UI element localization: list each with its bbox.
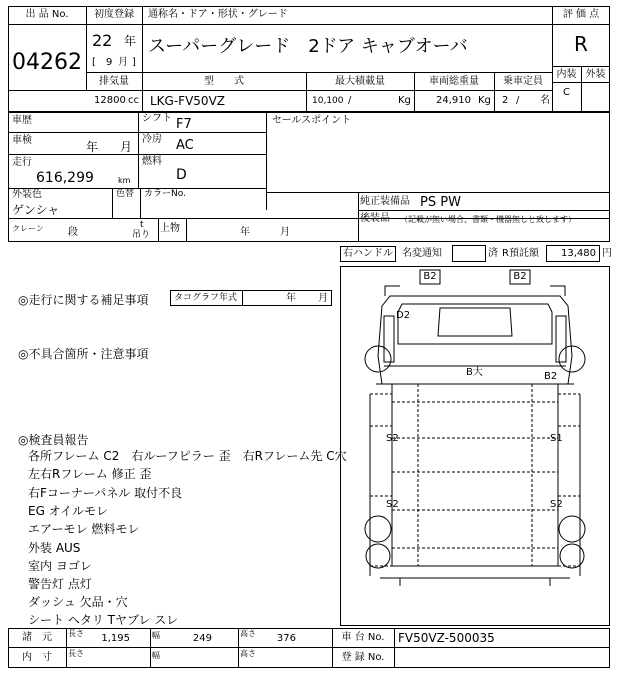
upper-month-unit: 月	[280, 227, 290, 238]
mirror-left	[385, 286, 400, 296]
tax-unit: 円	[602, 248, 612, 259]
capacity-unit: 名	[540, 95, 550, 106]
tachograph-label: タコグラフ年式	[174, 293, 238, 303]
first-reg-label: 初度登録	[94, 9, 134, 20]
mileage-value: 616,299	[36, 170, 94, 186]
aftermarket-label: 後装品	[360, 213, 390, 224]
inspector-line: 右Fコーナーパネル 取付不良	[28, 486, 183, 500]
crane-ton-unit: t	[140, 220, 144, 230]
damage-b-large: B大	[466, 367, 483, 378]
grade-value: R	[574, 32, 588, 56]
displacement-unit: cc	[128, 95, 139, 106]
inspector-line: エアーモレ 燃料モレ	[28, 522, 140, 536]
windshield	[398, 304, 552, 344]
capacity-label: 乗車定員	[503, 76, 543, 87]
ext-color-label: 外装色	[12, 189, 42, 200]
damage-s2-lower-right: S2	[550, 499, 563, 510]
cab-window-right	[556, 316, 566, 362]
sales-points-label: セールスポイント	[272, 115, 352, 126]
length-label: 長さ	[68, 629, 84, 638]
damage-b2-right: B2	[513, 271, 527, 282]
rear-bumper	[380, 578, 570, 586]
max-load-slash: /	[348, 95, 352, 106]
name-change-box	[452, 245, 486, 262]
capacity-value: 2	[502, 95, 509, 106]
inner-height-label: 高さ	[240, 649, 256, 658]
shift-value: F7	[176, 117, 192, 132]
height-value: 376	[276, 633, 296, 644]
aftermarket-note: （記載が無い場合、書類・機器無しと致します）	[400, 215, 576, 224]
gross-weight-label: 車両総重量	[429, 76, 479, 87]
inspection-month-unit: 月	[120, 140, 133, 154]
month-bracket-close: ]	[132, 57, 136, 68]
reg-label: 登 録 No.	[341, 652, 385, 663]
tax-total-value: 13,480	[561, 248, 596, 259]
cab-window-left	[384, 316, 394, 362]
gross-weight-value: 24,910	[436, 95, 471, 106]
damage-s2-lower-left: S2	[386, 499, 399, 510]
fuel-label: 燃料	[142, 156, 162, 167]
first-reg-year: 22	[92, 31, 113, 50]
fuel-value: D	[176, 167, 187, 183]
wheel-rear-left-1	[365, 516, 391, 542]
upper-label: 上物	[160, 223, 180, 234]
cargo-body	[392, 384, 558, 566]
dims-label: 諸 元	[22, 632, 52, 643]
width-value: 249	[192, 633, 212, 644]
rhd-label: 右ハンドル	[343, 248, 393, 259]
wheel-rear-right-1	[559, 516, 585, 542]
tax-label: 済	[488, 248, 498, 259]
year-unit: 年	[124, 34, 137, 48]
displacement-label: 排気量	[99, 76, 129, 87]
max-load-value: 10,100	[312, 96, 344, 106]
capacity-slash: /	[516, 95, 520, 106]
tax-total-label: R預託額	[502, 248, 539, 259]
ac-label: 冷房	[142, 134, 162, 145]
tachograph-year-unit: 年	[286, 293, 296, 304]
height-label: 高さ	[240, 629, 256, 638]
upper-year-unit: 年	[240, 227, 250, 238]
inspection-label: 車検	[12, 135, 32, 146]
bed-fold-lines	[392, 384, 558, 566]
interior-label: 内装	[556, 69, 577, 80]
exterior-label: 外装	[585, 69, 606, 80]
month-unit: 月	[118, 57, 128, 68]
displacement-value: 12800	[94, 95, 126, 106]
lot-number: 04262	[12, 50, 82, 75]
defects-label: ◎不具合箇所・注意事項	[18, 347, 149, 361]
inspector-line: ダッシュ 欠品・穴	[28, 595, 128, 609]
inspector-line: 各所フレーム C2 右ルーフピラー 歪 右Rフレーム先 C穴	[28, 449, 347, 463]
windshield-inner	[438, 308, 512, 336]
inspector-line: 外装 AUS	[28, 541, 81, 555]
equipment-value: PS PW	[420, 195, 461, 210]
damage-b2-left: B2	[423, 271, 437, 282]
month-bracket-open: [	[92, 57, 96, 68]
name-change-label: 名変通知	[402, 248, 442, 259]
color-code-label: カラーNo.	[144, 189, 186, 199]
inspector-line: 警告灯 点灯	[28, 577, 92, 591]
color-no-label: 色替	[116, 189, 135, 199]
mileage-unit: km	[118, 176, 131, 185]
mileage-label: 走行	[12, 157, 32, 168]
crane-hang-unit: 吊り	[132, 230, 151, 240]
ext-color-value: ゲンシャ	[12, 203, 60, 217]
inspector-report-label: ◎検査員報告	[18, 433, 89, 447]
inspector-line: シート ヘタリ Tヤブレ スレ	[28, 613, 179, 627]
history-label: 車歴	[12, 115, 32, 126]
crane-stage-unit: 段	[68, 227, 78, 238]
mirror-right	[550, 286, 565, 296]
max-load-label: 最大積載量	[335, 76, 385, 87]
damage-s2-upper-left: S2	[386, 433, 399, 444]
interior-value: C	[563, 87, 570, 98]
width-label: 幅	[152, 631, 160, 640]
inspector-line: 左右Rフレーム 修正 歪	[28, 467, 152, 481]
driving-notes-label: ◎走行に関する補足事項	[18, 293, 149, 307]
damage-s1: S1	[550, 433, 563, 444]
crane-label: クレーン	[12, 224, 44, 233]
model-label: 型 式	[204, 76, 244, 87]
chassis-value: FV50VZ-500035	[398, 631, 495, 645]
gross-weight-unit: Kg	[478, 95, 491, 106]
first-reg-month: 9	[106, 57, 113, 68]
grade-label: 評 価 点	[562, 9, 600, 20]
model-value: LKG-FV50VZ	[150, 94, 225, 108]
inspector-line: 室内 ヨゴレ	[28, 559, 92, 573]
damage-b2-side: B2	[544, 371, 558, 382]
inner-width-label: 幅	[152, 651, 160, 660]
inspection-year-unit: 年	[86, 140, 99, 154]
damage-d2: D2	[396, 310, 411, 321]
chassis-label: 車 台 No.	[341, 632, 385, 643]
length-value: 1,195	[101, 633, 130, 644]
ac-value: AC	[176, 138, 194, 153]
name-label: 通称名・ドア・形状・グレード	[148, 9, 288, 20]
inner-length-label: 長さ	[68, 649, 84, 658]
tachograph-month-unit: 月	[318, 293, 328, 304]
lot-label: 出 品 No.	[25, 9, 69, 20]
shift-label: シフト	[142, 113, 172, 124]
equipment-label: 純正装備品	[360, 196, 410, 207]
truck-diagram	[340, 266, 610, 626]
inspector-line: EG オイルモレ	[28, 504, 109, 518]
vehicle-name: スーパーグレード 2ドア キャブオーバ	[148, 36, 468, 57]
inner-dims-label: 内 寸	[22, 652, 52, 663]
max-load-unit: Kg	[398, 95, 411, 106]
